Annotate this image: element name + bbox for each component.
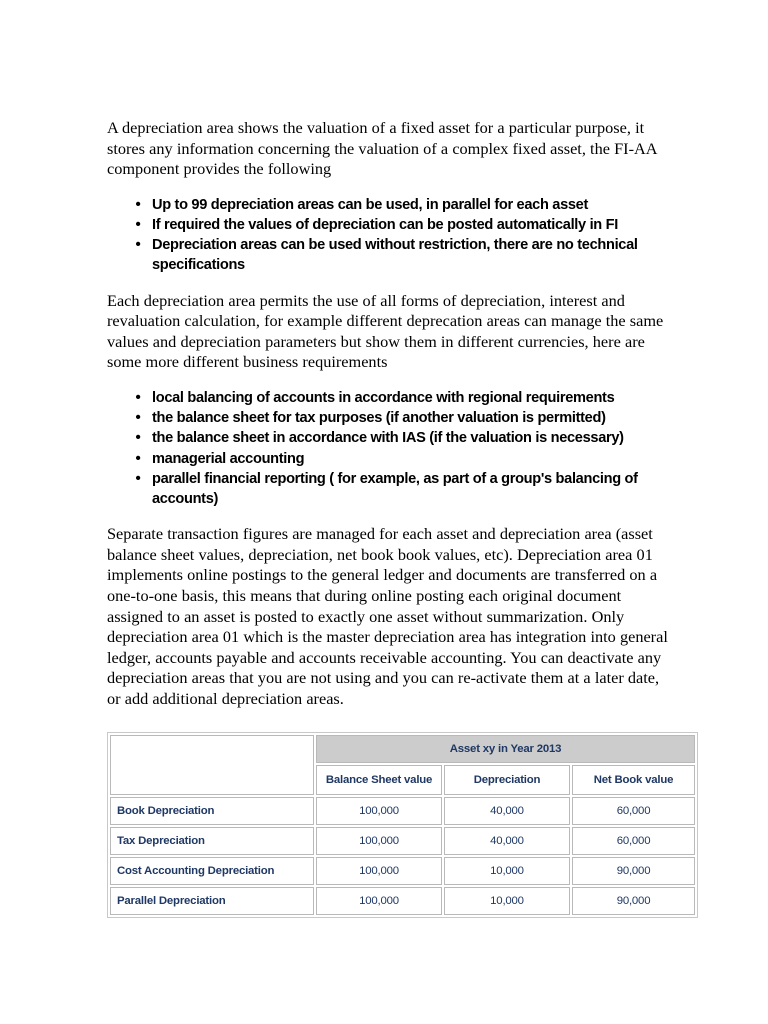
table-row <box>110 797 695 825</box>
list-item-label: parallel financial reporting ( for example, as part of a group's balancing of accounts) <box>152 470 638 507</box>
list-item <box>107 428 670 448</box>
bullet-icon: • <box>135 236 141 254</box>
depreciation-table <box>107 732 698 918</box>
table-cell-balance-sheet-value: 100,000 <box>316 797 442 825</box>
list-item-label: Depreciation areas can be used without restriction, there are no technical specifications <box>152 237 638 274</box>
row-label: Cost Accounting Depreciation <box>110 857 314 885</box>
row-label: Parallel Depreciation <box>110 887 314 915</box>
row-label: Tax Depreciation <box>110 827 314 855</box>
column-header: Balance Sheet value <box>316 765 442 795</box>
bullet-icon: • <box>135 388 141 406</box>
list-item-label: the balance sheet for tax purposes (if another valuation is permitted) <box>152 410 606 427</box>
table-header-row-spanner <box>110 735 695 763</box>
row-label: Book Depreciation <box>110 797 314 825</box>
table-corner-cell <box>110 735 314 795</box>
list-item-label: managerial accounting <box>152 450 305 467</box>
paragraph-depreciation-forms: Each depreciation area permits the use of all forms of depreciation, interest and revaluation calculation, for example different deprecation areas can manage the same values and depreciation parameters but show them in different currencies, here are some more different business requirements <box>107 290 664 372</box>
business-requirements-bullet-list <box>107 388 670 509</box>
bullet-icon: • <box>135 429 141 447</box>
paragraph-intro: A depreciation area shows the valuation of a fixed asset for a particular purpose, it stores any information concerning the valuation of a complex fixed asset, the FI-AA component provides the following <box>107 118 657 179</box>
column-header: Depreciation <box>444 765 570 795</box>
bullet-icon: • <box>135 449 141 467</box>
bullet-icon: • <box>135 215 141 233</box>
list-item-label: the balance sheet in accordance with IAS (if the valuation is necessary) <box>152 430 624 447</box>
table-cell-depreciation: 40,000 <box>444 827 570 855</box>
paragraph-transaction-figures: Separate transaction figures are managed for each asset and depreciation area (asset balance sheet values, depreciation, net book book values, etc). Depreciation area 01 implements online postings to the general ledger and documents are transferred on a one-to-one basis, this means that during online posting each original document assigned to an asset is posted to exactly one asset without summarization. Only depreciation area 01 which is the master depreciation area has integration into general ledger, accounts payable and accounts receivable accounting. You can deactivate any depreciation areas that you are not using and you can re-activate them at a later date, or add additional depreciation areas. <box>107 524 668 708</box>
list-item <box>107 449 670 469</box>
spacer <box>107 180 670 195</box>
spacer <box>107 276 670 291</box>
table-row <box>110 887 695 915</box>
list-item-label: local balancing of accounts in accordance with regional requirements <box>152 389 615 406</box>
table-cell-balance-sheet-value: 100,000 <box>316 827 442 855</box>
table-row <box>110 857 695 885</box>
list-item <box>107 388 670 408</box>
feature-bullet-list <box>107 195 670 276</box>
list-item <box>107 195 670 215</box>
table-cell-net-book-value: 60,000 <box>572 827 695 855</box>
table-cell-depreciation: 40,000 <box>444 797 570 825</box>
column-header: Net Book value <box>572 765 695 795</box>
list-item <box>107 408 670 428</box>
depreciation-table-wrapper <box>107 732 690 918</box>
list-item <box>107 235 670 275</box>
bullet-icon: • <box>135 195 141 213</box>
table-cell-balance-sheet-value: 100,000 <box>316 857 442 885</box>
list-item-label: If required the values of depreciation can be posted automatically in FI <box>152 216 618 233</box>
table-cell-net-book-value: 90,000 <box>572 887 695 915</box>
list-item <box>107 215 670 235</box>
table-cell-net-book-value: 90,000 <box>572 857 695 885</box>
spacer <box>107 509 670 524</box>
bullet-icon: • <box>135 409 141 427</box>
table-cell-net-book-value: 60,000 <box>572 797 695 825</box>
spacer <box>107 373 670 388</box>
table-cell-depreciation: 10,000 <box>444 857 570 885</box>
bullet-icon: • <box>135 469 141 487</box>
table-spanner-header: Asset xy in Year 2013 <box>316 735 695 763</box>
table-cell-depreciation: 10,000 <box>444 887 570 915</box>
table-cell-balance-sheet-value: 100,000 <box>316 887 442 915</box>
table-row <box>110 827 695 855</box>
list-item <box>107 469 670 509</box>
list-item-label: Up to 99 depreciation areas can be used, in parallel for each asset <box>152 196 589 213</box>
